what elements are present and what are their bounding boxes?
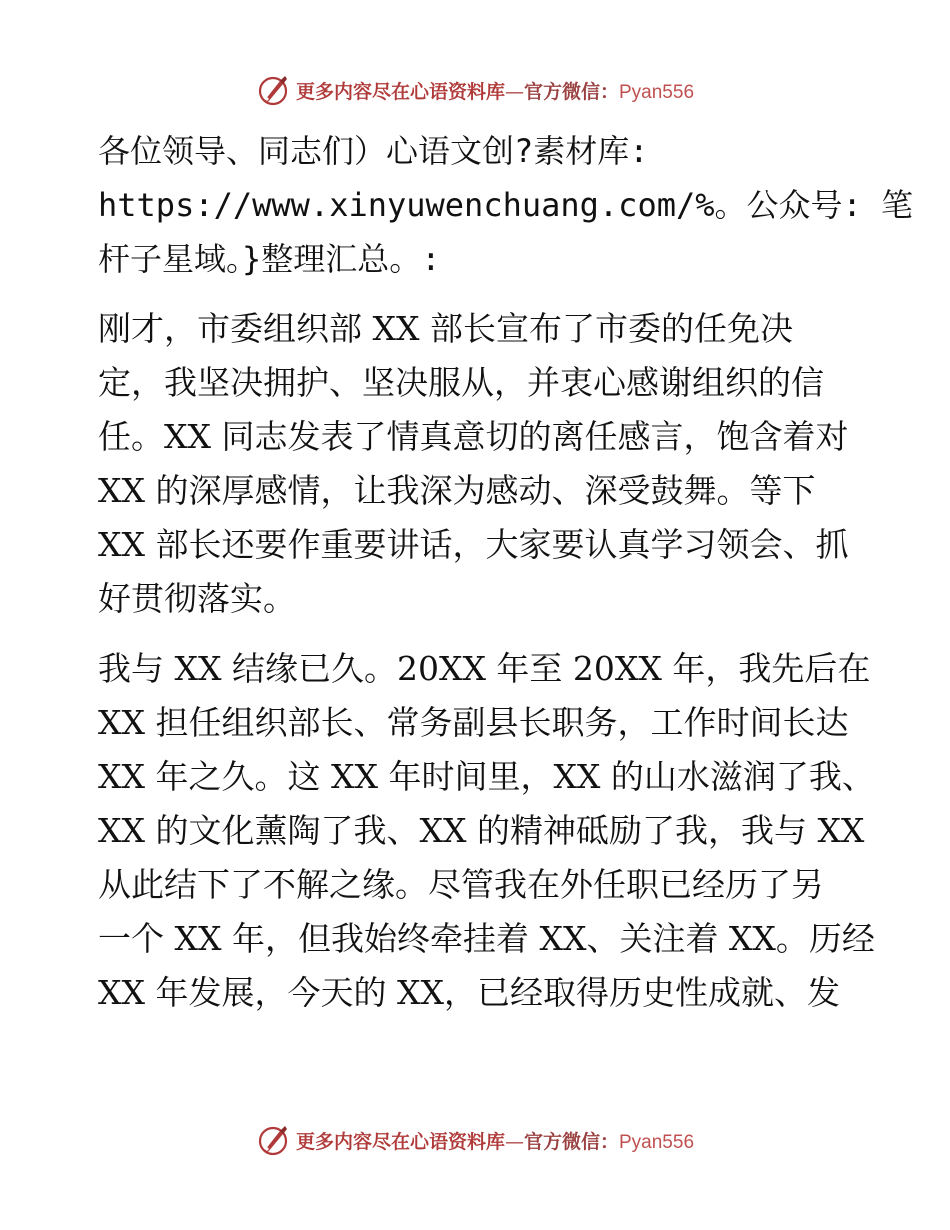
banner-official-label: 官方微信： <box>523 80 619 103</box>
text-line: 好贯彻落实。 <box>98 579 296 618</box>
banner-text <box>296 1127 694 1154</box>
banner-text <box>296 77 694 104</box>
text-line: XX 的深厚感情，让我深为感动、深受鼓舞。等下 <box>98 471 816 510</box>
banner-main-text: 更多内容尽在心语资料库 <box>295 80 505 103</box>
text-line: 我与 XX 结缘已久。20XX 年至 20XX 年，我先后在 <box>98 649 871 688</box>
footer-banner <box>0 1120 950 1160</box>
banner-main-text: 更多内容尽在心语资料库 <box>295 1130 505 1153</box>
banner-official-label: 官方微信： <box>523 1130 619 1153</box>
text-line: XX 年发展，今天的 XX，已经取得历史性成就、发 <box>98 973 840 1012</box>
text-line: XX 担任组织部长、常务副县长职务，工作时间长达 <box>98 703 849 742</box>
banner-wechat-id: Pyan556 <box>619 81 695 103</box>
text-line: XX 的文化薰陶了我、XX 的精神砥励了我，我与 XX <box>98 811 865 850</box>
quill-pen-logo-icon <box>256 73 290 107</box>
text-line: 各位领导、同志们）心语文创?素材库: <box>98 132 649 170</box>
text-line: 一个 XX 年，但我始终牵挂着 XX、关注着 XX。历经 <box>98 919 875 958</box>
quill-pen-logo-icon <box>256 1123 290 1157</box>
paragraph-3 <box>98 642 875 1020</box>
banner-dash: — <box>504 80 524 103</box>
header-banner <box>0 70 950 110</box>
paragraph-2 <box>98 302 858 626</box>
paragraph-1 <box>98 124 914 286</box>
text-line: XX 年之久。这 XX 年时间里，XX 的山水滋润了我、 <box>98 757 875 796</box>
text-line: https://www.xinyuwenchuang.com/%。公众号: 笔 <box>98 186 914 224</box>
text-line: 杆子星域。}整理汇总。: <box>98 240 441 278</box>
text-line: 从此结下了不解之缘。尽管我在外任职已经历了另 <box>98 865 824 904</box>
text-line: XX 部长还要作重要讲话，大家要认真学习领会、抓 <box>98 525 849 564</box>
banner-dash: — <box>504 1130 524 1153</box>
text-line: 定，我坚决拥护、坚决服从，并衷心感谢组织的信 <box>98 363 824 402</box>
document-body <box>98 124 914 1036</box>
text-line: 刚才，市委组织部 XX 部长宣布了市委的任免决 <box>98 309 793 348</box>
banner-wechat-id: Pyan556 <box>619 1131 695 1153</box>
text-line: 任。XX 同志发表了情真意切的离任感言，饱含着对 <box>98 417 849 456</box>
